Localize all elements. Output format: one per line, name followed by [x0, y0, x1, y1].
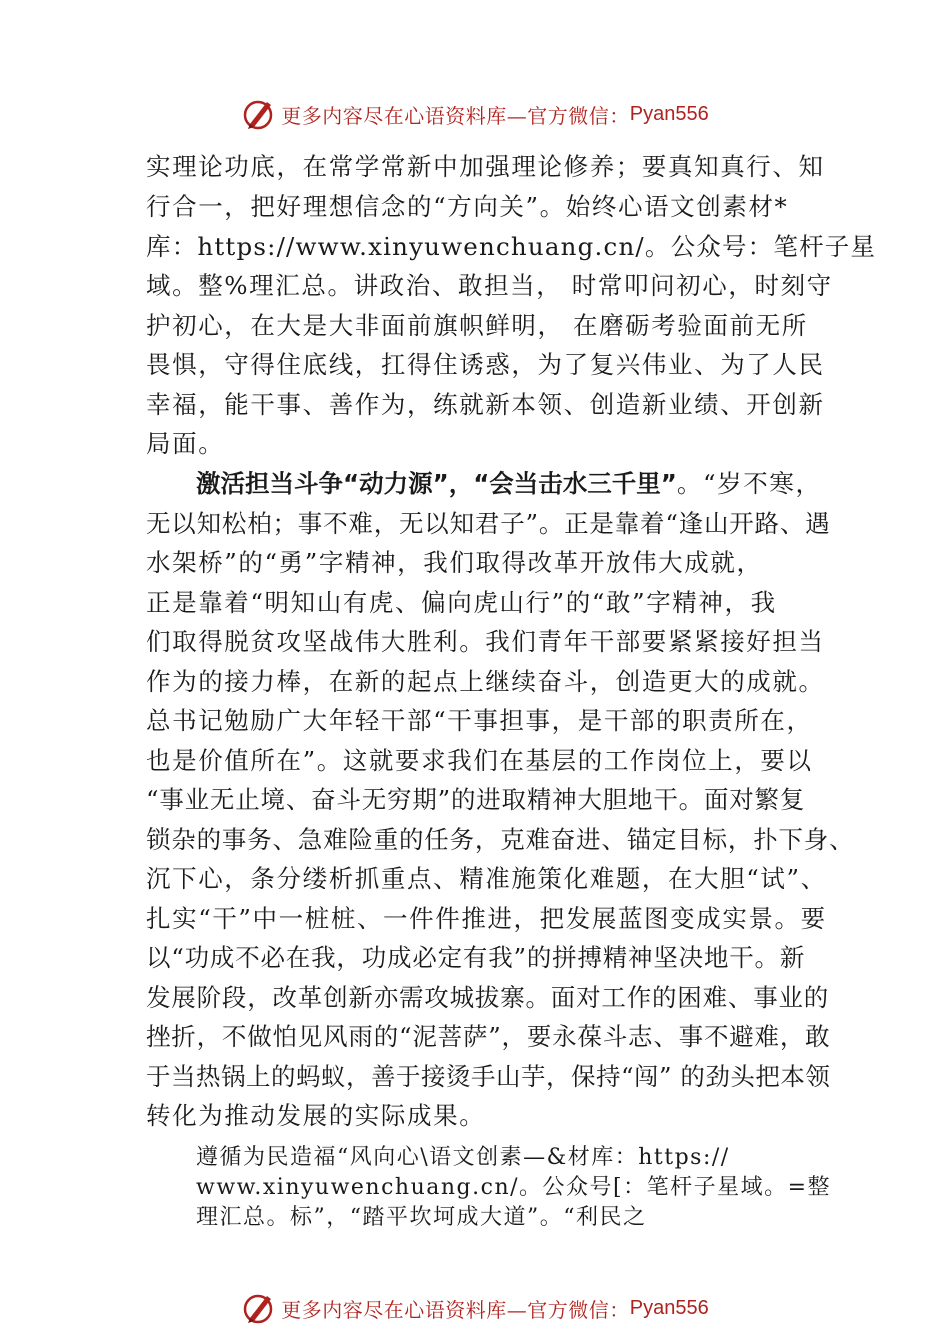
text-line: 总书记勉励广大年轻干部“干事担事，是干部的职责所在，: [146, 706, 813, 735]
text-line: 们取得脱贫攻坚战伟大胜利。我们青年干部要紧紧接好担当: [146, 627, 825, 656]
text-line: 无以知松柏；事不难，无以知君子”。正是靠着“逢山开路、遇: [146, 509, 831, 538]
section-heading: 激活担当斗争“动力源”，“会当击水三千里”: [196, 469, 677, 498]
text-line: 作为的接力棒，在新的起点上继续奋斗，创造更大的成就。: [146, 667, 825, 696]
header-banner: [0, 94, 950, 134]
pen-logo-icon: [241, 1290, 277, 1326]
text-line: 沉下心，条分缕析抓重点、精准施策化难题，在大胆“试”、: [146, 864, 827, 893]
text-line: 护初心，在大是大非面前旗帜鲜明， 在磨砺考验面前无所: [146, 311, 808, 340]
pen-logo-icon: [241, 96, 277, 132]
header-wechat-id: Pyan556: [629, 102, 709, 125]
text-line: 锁杂的事务、急难险重的任务，克难奋进、锚定目标，扑下身、: [146, 825, 855, 854]
text-line: www.xinyuwenchuang.cn/。公众号[：笔杆子星域。=整: [196, 1175, 832, 1200]
text-line: 域。整%理汇总。讲政治、敢担当， 时常叩问初心，时刻守: [146, 271, 833, 300]
text-line: 幸福，能干事、善作为，练就新本领、创造新业绩、开创新: [146, 390, 825, 419]
text-line: 扎实“干”中一桩桩、一件件推进，把发展蓝图变成实景。要: [146, 904, 827, 933]
text-line: 库：https://www.xinyuwenchuang.cn/。公众号：笔杆子星: [146, 232, 877, 261]
footer-text: 更多内容尽在心语资料库—官方微信：: [281, 1297, 630, 1322]
text-line: 畏惧，守得住底线，扛得住诱惑，为了复兴伟业、为了人民: [146, 350, 825, 379]
text-line: 遵循为民造福“风向心\语文创素—&材库：https://: [196, 1145, 730, 1170]
text-line: 实理论功底，在常学常新中加强理论修养；要真知真行、知: [146, 152, 825, 181]
header-text: 更多内容尽在心语资料库—官方微信：: [281, 103, 630, 128]
text-line: 于当热锅上的蚂蚁，善于接烫手山芋，保持“闯” 的劲头把本领: [146, 1062, 831, 1091]
text-line: 挫折，不做怕见风雨的“泥菩萨”，要永葆斗志、事不避难，敢: [146, 1022, 831, 1051]
footer-wechat-id: Pyan556: [629, 1296, 709, 1319]
footer-banner: [0, 1288, 950, 1328]
text-line: 理汇总。标”，“踏平坎坷成大道”。“利民之: [196, 1205, 647, 1230]
text-fragment: 。“岁不寒，: [676, 469, 822, 498]
text-line: 也是价值所在”。这就要求我们在基层的工作岗位上，要以: [146, 746, 813, 775]
text-line: 转化为推动发展的实际成果。: [146, 1101, 486, 1130]
text-line: 正是靠着“明知山有虎、偏向虎山行”的“敢”字精神，我: [146, 588, 777, 617]
text-line: 发展阶段，改革创新亦需攻城拔寨。面对工作的困难、事业的: [146, 983, 830, 1012]
text-line: 以“功成不必在我，功成必定有我”的拼搏精神坚决地干。新: [146, 943, 806, 972]
text-line: 行合一，把好理想信念的“方向关”。始终心语文创素材*: [146, 192, 789, 221]
text-line: 局面。: [146, 429, 225, 458]
text-line: 水架桥”的“勇”字精神，我们取得改革开放伟大成就，: [146, 548, 763, 577]
section-heading-line: [196, 469, 822, 499]
text-line: “事业无止境、奋斗无穷期”的进取精神大胆地干。面对繁复: [146, 785, 806, 814]
